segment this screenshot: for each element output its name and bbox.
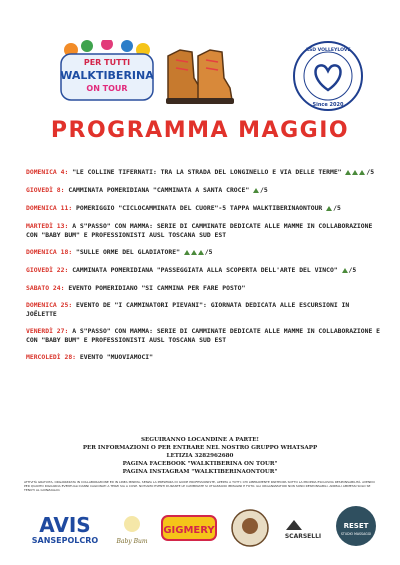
difficulty-rating: /5 (348, 266, 357, 274)
event-day: DOMENICA 18: (26, 248, 73, 256)
event-text: "SULLE ORME DEL GLADIATORE" (76, 248, 180, 256)
walk-logo-line1: PER TUTTI (83, 58, 131, 67)
avis-name: AVIS (39, 513, 91, 537)
walk-logo-line2: WALKTIBERINA (60, 69, 154, 82)
event-item (26, 301, 381, 319)
mountain-icon (253, 188, 259, 193)
event-text: EVENTO "MUOVIAMOCI" (79, 353, 153, 361)
babybum-name: Baby Bum (116, 538, 148, 545)
event-day: DOMENICA 11: (26, 204, 73, 212)
event-text: "LE COLLINE TIFERNATI: TRA LA STRADA DEL LONGINELLO E VIA DELLE TERME" (72, 168, 342, 176)
difficulty-mountains-icon (342, 267, 349, 276)
footer-line5: PAGINA INSTAGRAM "WALKTIBERINAONTOUR" (122, 469, 278, 475)
walktiberina-logo (57, 40, 157, 108)
mountain-icon (352, 170, 358, 175)
mountain-icon (345, 170, 351, 175)
event-text: A S"PASSO" CON MAMMA: SERIE DI CAMMINATE DEDICATE ALLE MAMME IN COLLABORAZIONE CON "BABY BUM" E PROFESSIONISTI AUSL TOSCANA SUD EST (26, 222, 373, 239)
event-day: DOMENICA 4: (26, 168, 69, 176)
event-list (26, 168, 381, 370)
reset-name: RESET (343, 522, 369, 530)
footer-line1: SEGUIRANNO LOCANDINE A PARTE! (141, 437, 259, 443)
difficulty-rating: /5 (204, 248, 213, 256)
avis-logo (30, 510, 100, 546)
event-day: GIOVEDÌ 8: (26, 186, 65, 194)
disclaimer: ATTIVITÀ GRATUITA, ORGANIZZATA IN COLLABORAZIONE ED IN LINEA MINIMA, SENZA LA PRESENZA DI GUIDE PROFESSIONISTE, APERTA A TUTTI; CHI LIBERAMENTE PARTECIPA SOTTO LA PROPRIA ESCLUSIVA RESPONSABILITÀ. AVENDO PER QUANTO RIGUARDA EVENTUALI DANNI CAGIONATI A TERZI SIA A COSE. NOTIAMO EVENTI DURANTE LE CAMMINATE SI UTILIZZANO IMMAGINI E FOTO. GLI ORGANIZZATORI NON SONO RESPONSABILI. ANIMALI AMMESSI SOLO SE TENUTI AL GUINZAGLIO. (24, 480, 375, 493)
asd-logo-name: ASD VOLLEYLOVE (305, 48, 351, 53)
event-day: SABATO 24: (26, 284, 65, 292)
babybum-logo (112, 512, 152, 548)
page-title: PROGRAMMA MAGGIO (50, 118, 350, 143)
gigmery-name: GIGMERY (163, 525, 215, 536)
reset-sub: STUDIO MASSAGGI (340, 532, 372, 536)
difficulty-rating: /5 (333, 204, 341, 212)
gigmery-logo (160, 512, 218, 544)
difficulty-mountains-icon (184, 249, 205, 258)
event-text: EVENTO POMERIDIANO "SI CAMMINA PER FARE POSTO" (68, 284, 246, 292)
mountain-icon (198, 250, 204, 255)
mountain-icon (191, 250, 197, 255)
reset-logo (334, 504, 378, 548)
event-text: A S"PASSO" CON MAMMA: SERIE DI CAMMINATE DEDICATE ALLE MAMME IN COLLABORAZIONE E CON "BABY BUM" E PROFESSIONISTI AUSL TOSCANA SUD EST (26, 327, 380, 344)
scarselli-logo (278, 514, 328, 542)
event-item (26, 168, 381, 178)
event-item (26, 266, 381, 276)
event-item (26, 284, 381, 293)
footer-line2: PER INFORMAZIONI O PER ENTRARE NEL NOSTRO GRUPPO WHATSAPP (82, 445, 318, 451)
header-logos (0, 38, 400, 118)
sponsor-logos (0, 502, 400, 552)
walk-logo-line3: ON TOUR (86, 84, 128, 93)
event-item (26, 204, 381, 214)
difficulty-mountains-icon (345, 169, 366, 178)
event-item (26, 186, 381, 196)
mountain-icon (359, 170, 365, 175)
event-text: EVENTO DE "I CAMMINATORI PIEVANI": GIORNATA DEDICATA ALLE ESCURSIONI IN JOËLETTE (26, 301, 350, 318)
hiking-boots-icon (162, 38, 238, 110)
footer-line4: PAGINA FACEBOOK "WALKTIBERINA ON TOUR" (122, 461, 278, 467)
asd-logo-since: Since 2020 (312, 102, 344, 108)
difficulty-rating: /5 (260, 186, 268, 194)
mascot-logo (230, 506, 270, 550)
event-item (26, 248, 381, 258)
difficulty-mountains-icon (253, 187, 260, 196)
event-day: MERCOLEDÌ 28: (26, 353, 77, 361)
difficulty-rating: /5 (366, 168, 375, 176)
event-text: CAMMINATA POMERIDIANA "PASSEGGIATA ALLA SCOPERTA DELL'ARTE DEL VINCO" (72, 266, 338, 274)
contact-footer (0, 436, 400, 476)
event-day: GIOVEDÌ 22: (26, 266, 69, 274)
event-item (26, 222, 381, 240)
event-text: POMERIGGIO "CICLOCAMMINATA DEL CUORE"-5 TAPPA WALKTIBERINAONTOUR (76, 204, 323, 212)
event-item (26, 327, 381, 345)
mountain-icon (184, 250, 190, 255)
event-text: CAMMINATA POMERIDIANA "CAMMINATA A SANTA CROCE" (68, 186, 250, 194)
volleylove-logo (292, 40, 364, 112)
event-day: VENERDÌ 27: (26, 327, 69, 335)
mountain-icon (342, 268, 348, 273)
event-day: MARTEDÌ 13: (26, 222, 69, 230)
avis-sub: SANSEPOLCRO (31, 536, 99, 545)
event-item (26, 353, 381, 362)
mountain-icon (326, 206, 332, 211)
footer-line3: LETIZIA 3282962680 (166, 453, 234, 459)
scarselli-name: SCARSELLI (284, 533, 322, 540)
event-day: DOMENICA 25: (26, 301, 73, 309)
